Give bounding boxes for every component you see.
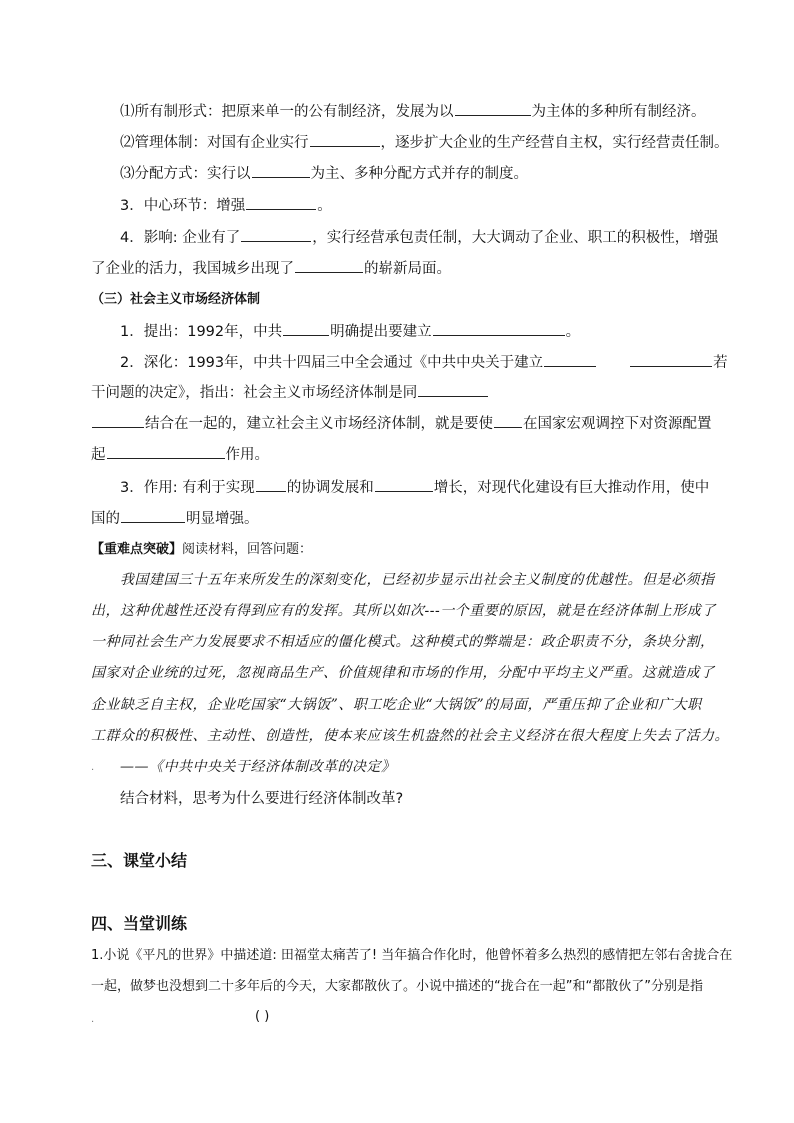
training-heading: 四、当堂训练 xyxy=(91,914,188,933)
key-label: 【重难点突破】 xyxy=(91,542,183,557)
deepen-blank-4[interactable] xyxy=(494,413,522,428)
quote-line-3: 一种同社会生产力发展要求不相适应的僵化模式。这种模式的弊端是：政企职责不分，条块分割， xyxy=(91,634,715,650)
effect-text-b: 的协调发展和 xyxy=(286,480,374,496)
quote-line-1: 我国建国三十五年来所发生的深刻变化，已经初步显示出社会主义制度的优越性。但是必须指 xyxy=(120,572,715,588)
propose-blank-2[interactable] xyxy=(433,321,565,336)
deepen-line-2 xyxy=(91,382,489,403)
quote-source: ——《中共中央关于经济体制改革的决定》 xyxy=(120,759,396,775)
deepen-text-e: 在国家宏观调控下对资源配置 xyxy=(523,416,712,432)
key-instruction: 阅读材料，回答问题： xyxy=(182,542,313,557)
center-text-b: 。 xyxy=(317,198,332,214)
deepen-blank-1a[interactable] xyxy=(544,352,596,367)
propose-text-a: 1．提出：1992年，中共 xyxy=(120,324,283,340)
impact-line-1 xyxy=(120,227,718,248)
impact-text-c: 了企业的活力，我国城乡出现了 xyxy=(91,261,294,277)
ownership-text-a: ⑴所有制形式：把原来单一的公有制经济，发展为以 xyxy=(120,104,454,120)
center-blank[interactable] xyxy=(246,195,316,210)
summary-heading: 三、课堂小结 xyxy=(91,851,188,870)
impact-blank-2[interactable] xyxy=(295,258,363,273)
effect-blank-3[interactable] xyxy=(121,508,185,523)
deepen-text-g: 作用。 xyxy=(225,447,269,463)
ownership-text-b: 为主体的多种所有制经济。 xyxy=(531,104,706,120)
quote-line-6: 工群众的积极性、主动性、创造性，使本来应该生机盎然的社会主义经济在很大程度上失去了活力。 xyxy=(91,728,729,744)
deepen-blank-2[interactable] xyxy=(418,382,488,397)
center-line xyxy=(120,195,332,216)
propose-blank-1[interactable] xyxy=(283,321,329,336)
deepen-line-1 xyxy=(120,352,728,373)
question-1-line-2: 一起，做梦也没想到二十多年后的今天，大家都散伙了。小说中描述的“拢合在一起”和“都散伙了”分别是指 xyxy=(91,979,703,994)
effect-line-1 xyxy=(120,477,709,498)
quote-line-2: 出，这种优越性还没有得到应有的发挥。其所以如次---一个重要的原因，就是在经济体制上形成了 xyxy=(91,603,716,619)
market-heading: （三）社会主义市场经济体制 xyxy=(91,292,261,307)
deepen-text-c: 干问题的决定》，指出：社会主义市场经济体制是同 xyxy=(91,385,418,401)
effect-text-d: 国的 xyxy=(91,511,120,527)
effect-blank-2[interactable] xyxy=(375,477,433,492)
deepen-blank-1b[interactable] xyxy=(630,352,712,367)
deepen-line-3 xyxy=(91,413,712,434)
effect-text-c: 增长，对现代化建设有巨大推动作用，使中 xyxy=(433,480,710,496)
ownership-line xyxy=(120,101,706,122)
impact-text-a: 4．影响: 企业有了 xyxy=(120,230,241,246)
impact-line-2 xyxy=(91,258,451,279)
dot-mark: . xyxy=(91,762,95,773)
impact-text-b: ，实行经营承包责任制，大大调动了企业、职工的积极性，增强 xyxy=(312,230,719,246)
deepen-blank-3[interactable] xyxy=(92,413,144,428)
propose-text-c: 。 xyxy=(565,324,581,340)
quote-line-4: 国家对企业统的过死，忽视商品生产、价值规律和市场的作用，分配中平均主义严重。这就造成了 xyxy=(91,665,715,681)
effect-line-2 xyxy=(91,508,259,529)
deepen-text-d: 结合在一起的，建立社会主义市场经济体制，就是要使 xyxy=(145,416,493,432)
quote-line-5: 企业缺乏自主权，企业吃国家“大锅饭”、职工吃企业“大锅饭”的局面，严重压抑了企业和广大职 xyxy=(91,697,702,713)
propose-text-b: 明确提出要建立 xyxy=(330,324,432,340)
impact-text-d: 的崭新局面。 xyxy=(364,261,451,277)
deepen-line-4 xyxy=(91,444,269,465)
deepen-text-f: 起 xyxy=(91,447,106,463)
effect-text-a: 3．作用: 有利于实现 xyxy=(120,480,255,496)
key-line xyxy=(91,539,312,560)
effect-text-e: 明显增强。 xyxy=(186,511,259,527)
propose-line xyxy=(120,321,580,342)
question-1-line-1: 1.小说《平凡的世界》中描述道: 田福堂太痛苦了! 当年搞合作化时，他曾怀着多么热烈的感情把左邻右舍拢合在 xyxy=(91,948,733,963)
impact-blank-1[interactable] xyxy=(241,227,311,242)
distribution-blank[interactable] xyxy=(252,163,310,178)
deepen-blank-5[interactable] xyxy=(107,444,225,459)
ownership-blank[interactable] xyxy=(455,101,531,116)
distribution-text-a: ⑶分配方式：实行以 xyxy=(120,166,251,182)
management-text-a: ⑵管理体制：对国有企业实行 xyxy=(120,135,309,151)
dot-mark-2: . xyxy=(91,1014,95,1025)
management-line xyxy=(120,132,729,153)
effect-blank-1[interactable] xyxy=(256,477,286,492)
deepen-text-a: 2．深化：1993年，中共十四届三中全会通过《中共中央关于建立 xyxy=(120,355,544,371)
distribution-line xyxy=(120,163,528,184)
question-1-answer-paren[interactable]: ( ) xyxy=(255,1009,270,1024)
deepen-text-b: 若 xyxy=(713,355,728,371)
key-question: 结合材料，思考为什么要进行经济体制改革? xyxy=(120,791,404,807)
management-blank[interactable] xyxy=(310,132,380,147)
distribution-text-b: 为主、多种分配方式并存的制度。 xyxy=(310,166,528,182)
management-text-b: ，逐步扩大企业的生产经营自主权，实行经营责任制。 xyxy=(380,135,729,151)
center-text-a: 3．中心环节：增强 xyxy=(120,198,246,214)
